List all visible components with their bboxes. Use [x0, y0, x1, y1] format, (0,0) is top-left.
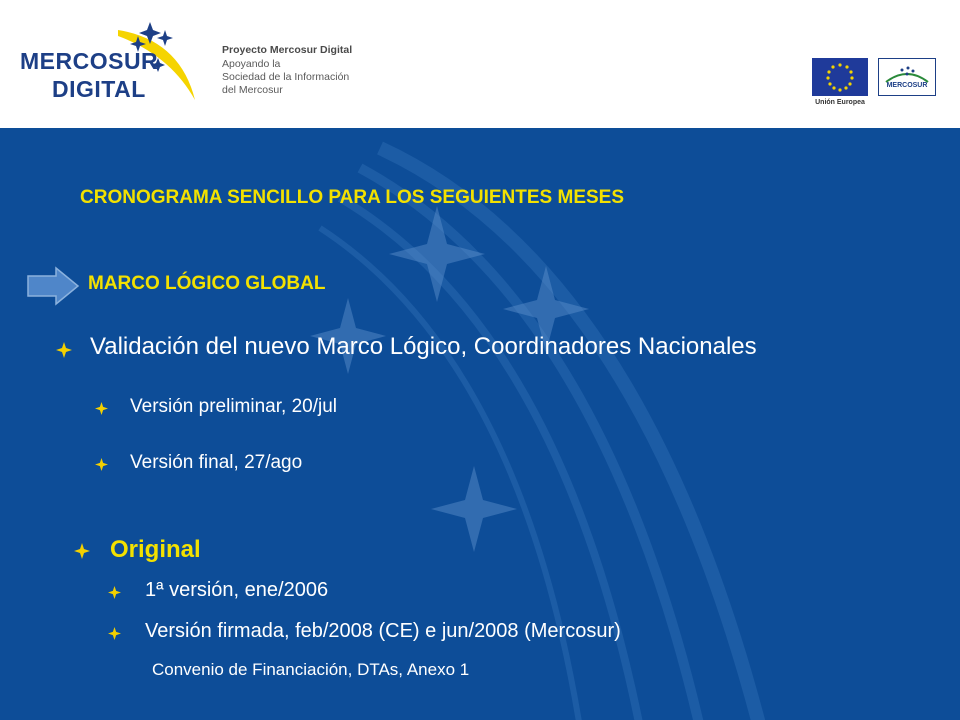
original-item-1: 1ª versión, ene/2006 — [145, 579, 329, 601]
tagline-line-2: Sociedad de la Información — [222, 71, 350, 83]
tagline-line-3: del Mercosur — [222, 84, 283, 96]
original-note: Convenio de Financiación, DTAs, Anexo 1 — [152, 660, 470, 679]
validation-item-2: Versión final, 27/ago — [130, 452, 303, 473]
mercosur-label: MERCOSUR — [886, 82, 928, 89]
logo-text-mercosur: MERCOSUR — [20, 48, 159, 74]
eu-flag-icon — [812, 58, 868, 96]
mercosur-flag-icon — [878, 58, 936, 96]
tagline-line-1: Apoyando la — [222, 58, 281, 70]
original-heading: Original — [110, 536, 201, 563]
original-item-2: Versión firmada, feb/2008 (CE) e jun/2008 (Mercosur) — [145, 620, 621, 642]
four-point-star-bullet-icon — [108, 627, 121, 640]
four-point-star-bullet-icon — [95, 402, 108, 415]
four-point-star-bullet-icon — [108, 586, 121, 599]
project-name: Proyecto Mercosur Digital — [222, 44, 353, 56]
four-point-star-bullet-icon — [95, 458, 108, 471]
section-heading: MARCO LÓGICO GLOBAL — [88, 273, 326, 294]
eu-label: Unión Europea — [815, 99, 865, 106]
header — [0, 0, 960, 128]
slide-title: CRONOGRAMA SENCILLO PARA LOS SEGUIENTES MESES — [80, 187, 625, 208]
logo-text-digital: DIGITAL — [52, 76, 146, 102]
four-point-star-bullet-icon — [74, 543, 90, 559]
validation-item-1: Versión preliminar, 20/jul — [130, 396, 337, 417]
four-point-star-bullet-icon — [56, 342, 72, 358]
validation-text: Validación del nuevo Marco Lógico, Coordinadores Nacionales — [90, 333, 757, 360]
right-arrow-icon — [26, 266, 80, 306]
